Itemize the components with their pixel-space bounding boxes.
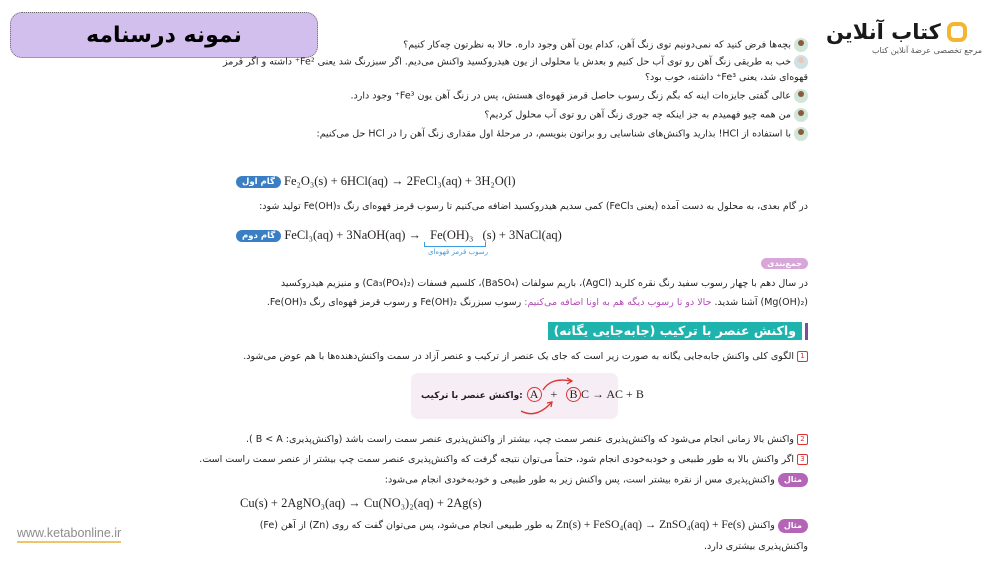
point-1: 1الگوی کلی واکنش جابه‌جایی یگانه به صورت زیر است که جای یک عنصر از ترکیب و عنصر آزاد در سمت واکنش‌دهنده‌ها با هم عوض می‌شود.: [243, 350, 808, 364]
circled-b: B: [566, 387, 581, 402]
point-2: 2واکنش بالا زمانی انجام می‌شود که واکنش‌پذیری عنصر سمت چپ، بیشتر از واکنش‌پذیری عنصر سمت راست باشد (واکنش‌پذیری: B < A ).: [246, 433, 808, 447]
dialogue-line: با استفاده از HCl! بذارید واکنش‌های شناسایی رو براتون بنویسم، در مرحلهٔ اول مقداری زنگ آهن را در HCl حل می‌کنیم:: [317, 127, 809, 142]
dialogue-line: بچه‌ها فرض کنید که نمی‌دونیم توی زنگ آهن، کدام یون آهن وجود داره. حالا به نظرتون چه‌کار کنیم؟: [403, 38, 808, 53]
dialogue-line: من همه چیو فهمیدم به جز اینکه چه جوری زنگ آهن رو توی آب محلول کردیم؟: [484, 108, 808, 123]
section-bar: [805, 323, 808, 340]
step2-equation: گام دوم FeCl₃(aq) + 3NaOH(aq) → Fe(OH)₃ (s) + 3NaCl(aq): [236, 228, 562, 243]
step1-pill: گام اول: [236, 176, 281, 188]
dialogue-line: قهوه‌ای شد، یعنی Fe³⁺ داشته، خوب بود؟: [644, 72, 808, 83]
circled-a: A: [527, 387, 542, 402]
girl-avatar-icon: [794, 55, 808, 69]
section-title: واکنش عنصر با ترکیب (جابه‌جایی یگانه): [548, 322, 802, 340]
underbrace: [424, 242, 486, 247]
point-number: 3: [797, 454, 808, 465]
point-3: 3اگر واکنش بالا به طور طبیعی و خودبه‌خودی انجام شود، حتماً می‌توان نتیجه گرفت که واکنش‌پذیری عنصر سمت چپ بیشتر از عنصر سمت راست است.: [199, 453, 808, 467]
dialogue-line: عالی گفتی جایزه‌ات اینه که بگم زنگ رسوب حاصل قرمز قهوه‌ای هستش، پس در زنگ آهن یون Fe³⁺ وجود دارد.: [351, 89, 809, 104]
summary-line-1: در سال دهم با چهار رسوب سفید رنگ نقره کلرید (AgCl)، باریم سولفات (BaSO₄)، کلسیم فسفات (Ca₃(PO₄)₂) و منیزیم هیدروکسید: [280, 278, 808, 289]
example-pill: مثال: [778, 473, 808, 487]
example-1: مثال واکنش‌پذیری مس از نقره بیشتر است، پس واکنش زیر به طور طبیعی و خودبه‌خودی انجام می‌شود:: [385, 473, 808, 488]
diagram-equation: واکنش عنصر با ترکیب: A + B C → AC + B: [421, 387, 644, 401]
step1-equation: گام اول Fe₂O₃(s) + 6HCl(aq) → 2FeCl₃(aq) + 3H₂O(l): [236, 174, 516, 189]
badge-title-text: نمونه درسنامه: [86, 22, 242, 48]
step2-pill: گام دوم: [236, 230, 281, 242]
point-number: 1: [797, 351, 808, 362]
displacement-reaction-diagram: [411, 373, 644, 419]
boy-avatar-icon: [794, 108, 808, 122]
brace-label: رسوب قرمز قهوه‌ای: [428, 248, 489, 256]
boy-avatar-icon: [794, 38, 808, 52]
example-2: مثال واکنش Zn(s) + FeSO₄(aq) → ZnSO₄(aq) + Fe(s) به طور طبیعی انجام می‌شود، پس می‌توان گفت که روی (Zn) از آهن (Fe): [260, 518, 808, 533]
ketab-online-logo: [826, 20, 986, 62]
logo-name: کتاب آنلاین: [826, 20, 941, 44]
sample-lesson-badge: [10, 12, 318, 58]
dialogue-line: خب به طریقی زنگ آهن رو توی آب حل کنیم و بعدش با محلولی از یون هیدروکسید واکنش می‌دیم. اگر سبزرنگ شد یعنی Fe²⁺ داشته و اگر قرمز: [223, 55, 808, 70]
boy-avatar-icon: [794, 89, 808, 103]
summary-pill: جمع‌بندی: [761, 258, 808, 269]
logo-tagline: مرجع تخصصی عرضهٔ آنلاین کتاب: [871, 46, 982, 55]
example1-equation: Cu(s) + 2AgNO₃(aq) → Cu(NO₃)₂(aq) + 2Ag(s): [240, 496, 482, 510]
example-2-line-2: واکنش‌پذیری بیشتری دارد.: [704, 541, 808, 552]
logo-mark-icon: [947, 22, 967, 42]
point-number: 2: [797, 434, 808, 445]
site-url: www.ketabonline.ir: [17, 526, 121, 543]
boy-avatar-icon: [794, 127, 808, 141]
example-pill: مثال: [778, 519, 808, 533]
section-heading: [548, 322, 808, 340]
step-text: در گام بعدی، به محلول به دست آمده (یعنی FeCl₃) کمی سدیم هیدروکسید اضافه می‌کنیم تا رسوب قرمز قهوه‌ای رنگ Fe(OH)₃ تولید شود:: [259, 201, 808, 212]
summary-line-2: (Mg(OH)₂) آشنا شدید. حالا دو تا رسوب دیگه هم به اونا اضافه می‌کنیم: رسوب سبزرنگ Fe(OH)₂ و رسوب قرمز قهوه‌ای رنگ Fe(OH)₃.: [266, 297, 808, 308]
